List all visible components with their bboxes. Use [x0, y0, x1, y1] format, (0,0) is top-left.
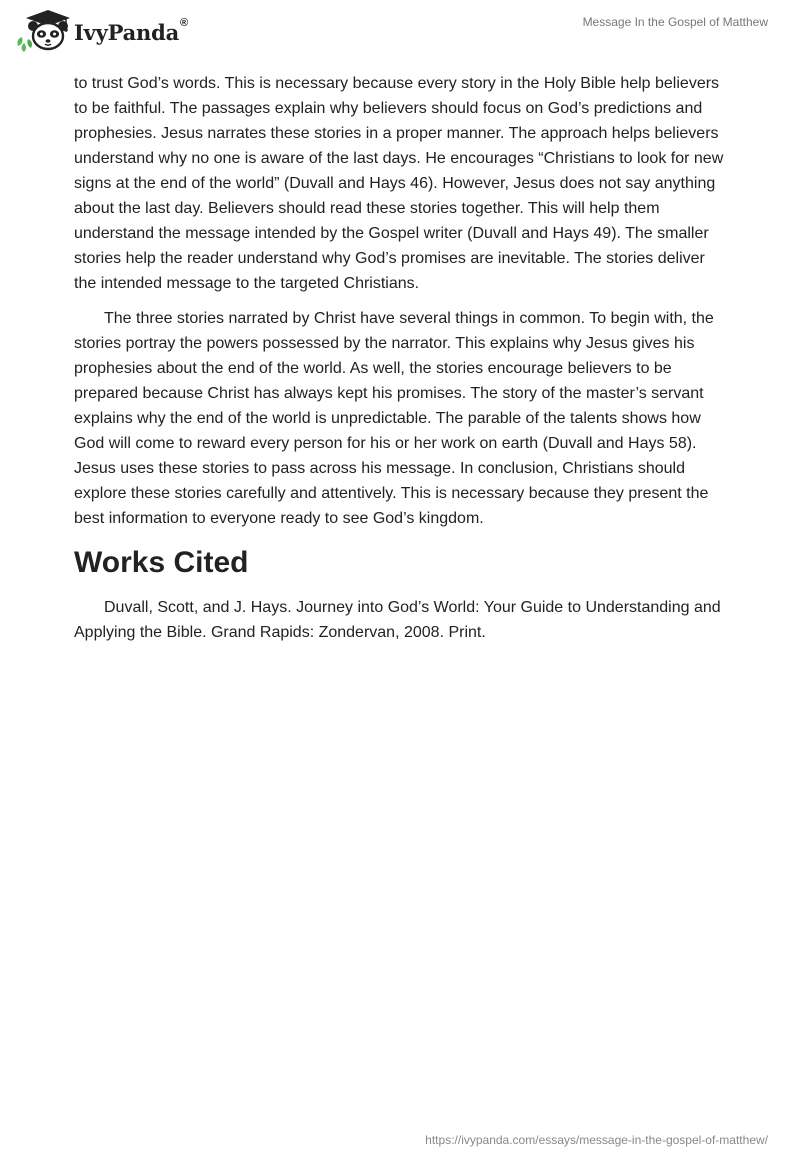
body-paragraph: to trust God’s words. This is necessary because every story in the Holy Bible help believers to be faithful. The passages explain why believers should focus on God’s predictions and prophesies. Jesus narrates these stories in a proper manner. The approach helps believers understand why no one is aware of the last days. He encourages “Christians to look for new signs at the end of the world” (Duvall and Hays 46). However, Jesus does not say anything about the last day. Believers should read these stories together. This will help them understand the message intended by the Gospel writer (Duvall and Hays 49). The smaller stories help the reader understand why God’s promises are inevitable. The stories deliver the intended message to the targeted Christians.	[74, 75, 724, 292]
page-header	[0, 0, 800, 70]
source-url[interactable]: https://ivypanda.com/essays/message-in-the-gospel-of-matthew/	[425, 1133, 768, 1147]
ivypanda-logo[interactable]	[14, 9, 188, 53]
body-paragraph: The three stories narrated by Christ have several things in common. To begin with, the stories portray the powers possessed by the narrator. This explains why Jesus gives his prophesies about the end of the world. As well, the stories encourage believers to be prepared because Christ has always kept his promises. The story of the master’s servant explains why the end of the world is unpredictable. The parable of the talents shows how God will come to reward every person for his or her work on earth (Duvall and Hays 58). Jesus uses these stories to pass across his message. In conclusion, Christians should explore these stories carefully and attentively. This is necessary because they present the best information to everyone ready to see God’s kingdom.	[74, 310, 714, 527]
document-title: Message In the Gospel of Matthew	[582, 15, 768, 29]
works-cited-heading: Works Cited	[74, 546, 249, 579]
panda-graduate-icon	[14, 9, 70, 53]
citation-entry: Duvall, Scott, and J. Hays. Journey into God’s World: Your Guide to Understanding and Applying the Bible. Grand Rapids: Zondervan, 2008. Print.	[74, 599, 721, 641]
logo-wordmark: IvyPanda®	[74, 16, 188, 45]
essay-body	[74, 71, 730, 645]
